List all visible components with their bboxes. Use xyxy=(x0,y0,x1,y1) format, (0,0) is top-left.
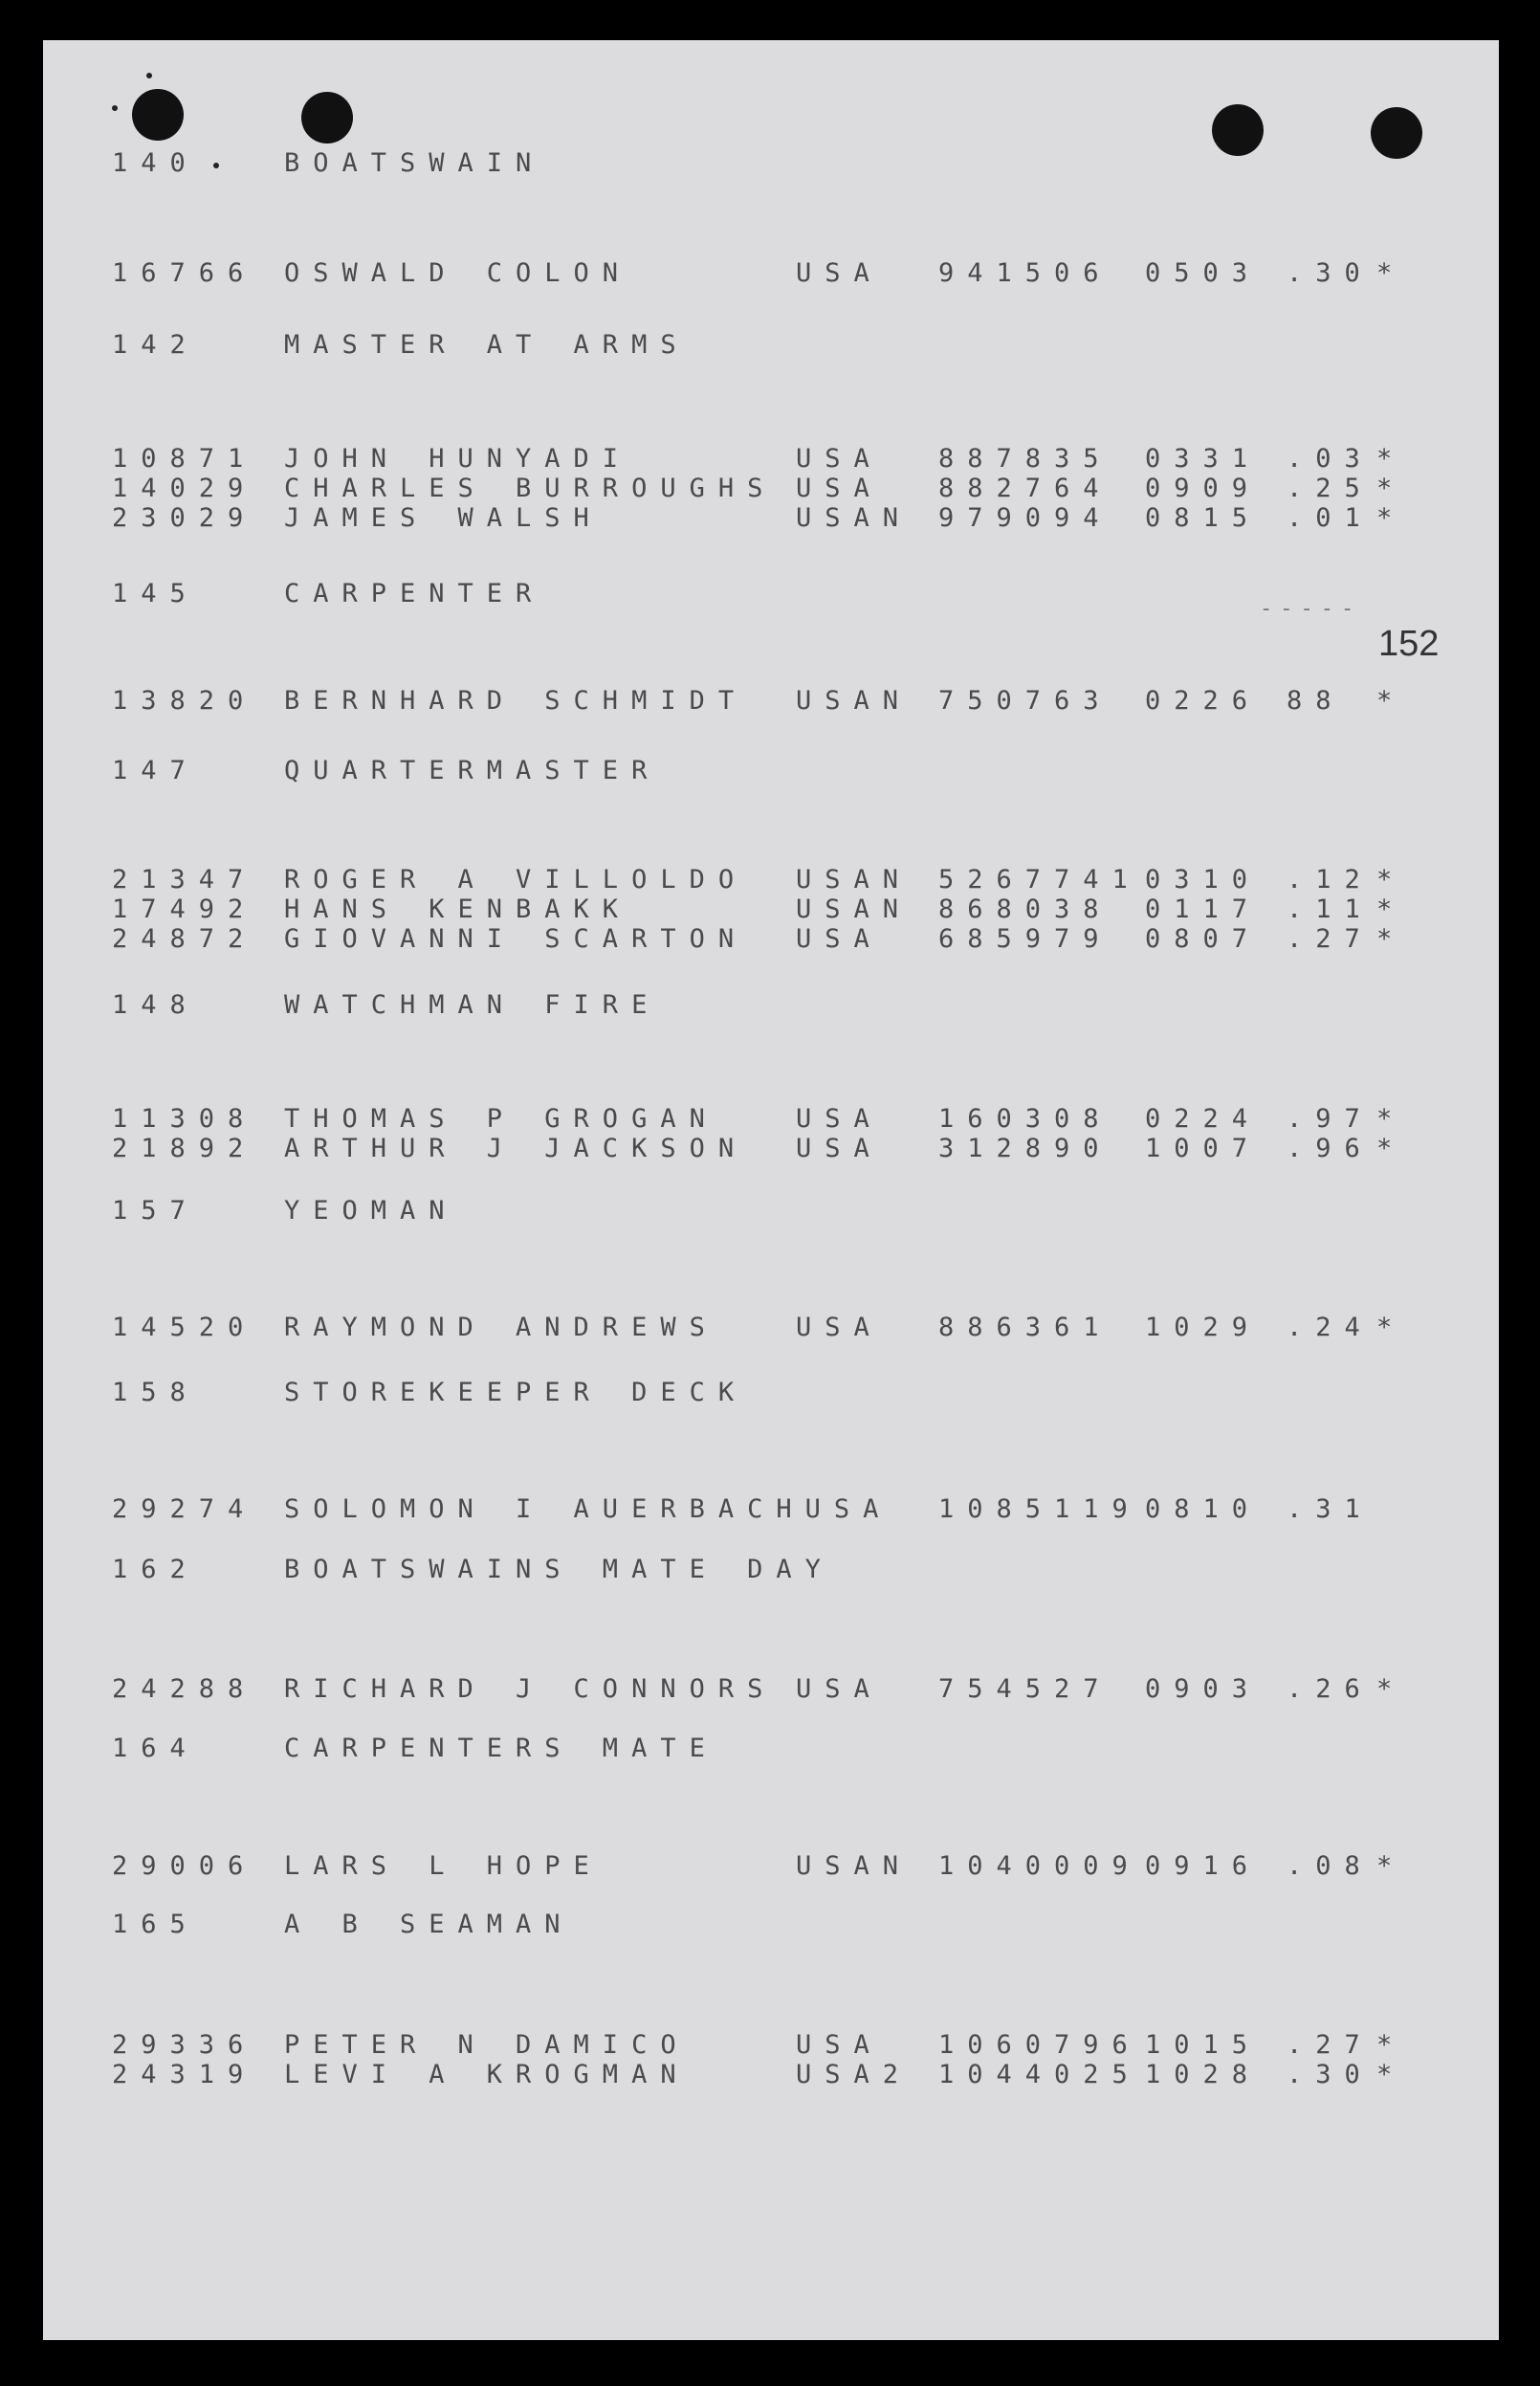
entry-mark: * xyxy=(1376,444,1393,474)
section-code: 157 xyxy=(112,1196,199,1226)
entry-rate: .01 xyxy=(1287,503,1374,533)
entry-name: LARS L HOPE xyxy=(284,1851,603,1881)
entry-number: 941506 xyxy=(938,258,1112,288)
entry-date: 0810 xyxy=(1145,1494,1262,1524)
entry-citizenship: USAN xyxy=(796,503,913,533)
dash-marks: ----- xyxy=(1260,597,1362,621)
section-header xyxy=(43,148,1499,187)
entry-date: 0331 xyxy=(1145,444,1262,474)
entry-rate: .26 xyxy=(1287,1674,1374,1704)
entry-rate: .27 xyxy=(1287,2030,1374,2060)
entry-date: 0815 xyxy=(1145,503,1262,533)
section-code: 142 xyxy=(112,330,199,360)
entry-date: 1015 xyxy=(1145,2030,1262,2060)
entry-number: 979094 xyxy=(938,503,1112,533)
entry-date: 0224 xyxy=(1145,1104,1262,1134)
entry-id: 29336 xyxy=(112,2030,257,2060)
entry-name: JOHN HUNYADI xyxy=(284,444,632,474)
entry-date: 1028 xyxy=(1145,2060,1262,2089)
entry-name: OSWALD COLON xyxy=(284,258,632,288)
entry-name: RICHARD J CONNORS xyxy=(284,1674,777,1704)
entry-citizenship: USAN xyxy=(796,686,913,716)
entry-mark: * xyxy=(1376,924,1393,954)
entry-citizenship: USAN xyxy=(796,895,913,924)
entry-citizenship: USA xyxy=(796,2030,883,2060)
entry-rate: .24 xyxy=(1287,1313,1374,1342)
entry-id: 21892 xyxy=(112,1134,257,1163)
entry-name: LEVI A KROGMAN xyxy=(284,2060,690,2089)
page-number: 152 xyxy=(1378,624,1440,664)
entry-id: 16766 xyxy=(112,258,257,288)
entry-rate: .12 xyxy=(1287,865,1374,895)
roster-entry xyxy=(43,503,1499,541)
entry-number: 312890 xyxy=(938,1134,1112,1163)
entry-rate: .27 xyxy=(1287,924,1374,954)
section-code: 148 xyxy=(112,990,199,1020)
section-title: BOATSWAIN xyxy=(284,148,545,178)
section-header xyxy=(43,1734,1499,1772)
section-code: 164 xyxy=(112,1734,199,1763)
entry-rate: .96 xyxy=(1287,1134,1374,1163)
entry-mark: * xyxy=(1376,474,1393,503)
entry-id: 29006 xyxy=(112,1851,257,1881)
entry-citizenship: USA xyxy=(796,1313,883,1342)
entry-date: 0117 xyxy=(1145,895,1262,924)
entry-rate: .25 xyxy=(1287,474,1374,503)
entry-name: THOMAS P GROGAN xyxy=(284,1104,718,1134)
entry-number: 1040009 xyxy=(938,1851,1141,1881)
entry-mark: * xyxy=(1376,1674,1393,1704)
entry-citizenship: USA xyxy=(796,1674,883,1704)
entry-date: 1007 xyxy=(1145,1134,1262,1163)
entry-id: 24872 xyxy=(112,924,257,954)
section-header xyxy=(43,1910,1499,1948)
entry-number: 160308 xyxy=(938,1104,1112,1134)
entry-name: SOLOMON I AUERBACHUSA xyxy=(284,1494,892,1524)
entry-id: 10871 xyxy=(112,444,257,474)
entry-rate: .11 xyxy=(1287,895,1374,924)
entry-mark: * xyxy=(1376,1313,1393,1342)
entry-citizenship: USA2 xyxy=(796,2060,913,2089)
roster-entry xyxy=(43,1313,1499,1351)
section-title: BOATSWAINS MATE DAY xyxy=(284,1555,834,1584)
entry-mark: * xyxy=(1376,1851,1393,1881)
section-title: CARPENTER xyxy=(284,579,545,608)
entry-number: 1085119 xyxy=(938,1494,1141,1524)
entry-mark: * xyxy=(1376,1104,1393,1134)
entry-citizenship: USAN xyxy=(796,1851,913,1881)
entry-citizenship: USA xyxy=(796,1134,883,1163)
entry-number: 1060796 xyxy=(938,2030,1141,2060)
entry-citizenship: USA xyxy=(796,1104,883,1134)
entry-number: 887835 xyxy=(938,444,1112,474)
roster-entry xyxy=(43,1674,1499,1712)
entry-citizenship: USAN xyxy=(796,865,913,895)
section-title: A B SEAMAN xyxy=(284,1910,574,1939)
section-header xyxy=(43,1196,1499,1234)
section-title: WATCHMAN FIRE xyxy=(284,990,661,1020)
section-title: YEOMAN xyxy=(284,1196,458,1226)
section-header xyxy=(43,1378,1499,1416)
entry-citizenship: USA xyxy=(796,474,883,503)
entry-id: 24288 xyxy=(112,1674,257,1704)
entry-date: 0226 xyxy=(1145,686,1262,716)
punch-hole xyxy=(301,92,353,144)
roster-entry xyxy=(43,1851,1499,1889)
entry-id: 24319 xyxy=(112,2060,257,2089)
entry-date: 0903 xyxy=(1145,1674,1262,1704)
section-header xyxy=(43,756,1499,794)
roster-entry xyxy=(43,1134,1499,1172)
entry-date: 0310 xyxy=(1145,865,1262,895)
entry-number: 685979 xyxy=(938,924,1112,954)
section-code: 162 xyxy=(112,1555,199,1584)
entry-name: JAMES WALSH xyxy=(284,503,603,533)
entry-id: 23029 xyxy=(112,503,257,533)
entry-name: RAYMOND ANDREWS xyxy=(284,1313,718,1342)
entry-mark: * xyxy=(1376,865,1393,895)
ink-speck xyxy=(146,73,152,78)
entry-mark: * xyxy=(1376,1134,1393,1163)
entry-id: 14029 xyxy=(112,474,257,503)
entry-id: 29274 xyxy=(112,1494,257,1524)
roster-entry xyxy=(43,2060,1499,2098)
entry-citizenship: USA xyxy=(796,924,883,954)
entry-name: CHARLES BURROUGHS xyxy=(284,474,777,503)
entry-number: 886361 xyxy=(938,1313,1112,1342)
entry-number: 882764 xyxy=(938,474,1112,503)
entry-id: 14520 xyxy=(112,1313,257,1342)
section-title: QUARTERMASTER xyxy=(284,756,661,785)
section-title: MASTER AT ARMS xyxy=(284,330,690,360)
section-title: STOREKEEPER DECK xyxy=(284,1378,748,1407)
document-page xyxy=(43,40,1499,2340)
ink-speck xyxy=(112,105,118,111)
entry-date: 0909 xyxy=(1145,474,1262,503)
roster-entry xyxy=(43,686,1499,724)
entry-rate: .30 xyxy=(1287,2060,1374,2089)
section-code: 147 xyxy=(112,756,199,785)
entry-name: ARTHUR J JACKSON xyxy=(284,1134,748,1163)
entry-mark: * xyxy=(1376,2060,1393,2089)
entry-number: 1044025 xyxy=(938,2060,1141,2089)
entry-citizenship: USA xyxy=(796,258,883,288)
entry-number: 868038 xyxy=(938,895,1112,924)
section-code: 140 xyxy=(112,148,199,178)
entry-rate: .03 xyxy=(1287,444,1374,474)
entry-date: 0916 xyxy=(1145,1851,1262,1881)
entry-rate: .97 xyxy=(1287,1104,1374,1134)
entry-mark: * xyxy=(1376,258,1393,288)
roster-entry xyxy=(43,924,1499,962)
entry-date: 0503 xyxy=(1145,258,1262,288)
entry-date: 1029 xyxy=(1145,1313,1262,1342)
roster-entry xyxy=(43,258,1499,297)
section-title: CARPENTERS MATE xyxy=(284,1734,718,1763)
entry-id: 17492 xyxy=(112,895,257,924)
entry-number: 5267741 xyxy=(938,865,1141,895)
entry-name: PETER N DAMICO xyxy=(284,2030,690,2060)
entry-name: ROGER A VILLOLDO xyxy=(284,865,748,895)
entry-mark: * xyxy=(1376,895,1393,924)
section-header xyxy=(43,990,1499,1028)
entry-id: 11308 xyxy=(112,1104,257,1134)
section-header xyxy=(43,1555,1499,1593)
entry-name: GIOVANNI SCARTON xyxy=(284,924,748,954)
entry-rate: .08 xyxy=(1287,1851,1374,1881)
section-header xyxy=(43,579,1499,617)
entry-name: BERNHARD SCHMIDT xyxy=(284,686,748,716)
entry-id: 21347 xyxy=(112,865,257,895)
entry-citizenship: USA xyxy=(796,444,883,474)
entry-name: HANS KENBAKK xyxy=(284,895,632,924)
entry-mark: * xyxy=(1376,686,1393,716)
entry-rate: 88 xyxy=(1287,686,1345,716)
entry-mark: * xyxy=(1376,503,1393,533)
entry-number: 750763 xyxy=(938,686,1112,716)
entry-id: 13820 xyxy=(112,686,257,716)
section-header xyxy=(43,330,1499,368)
section-code: 158 xyxy=(112,1378,199,1407)
roster-entry xyxy=(43,1494,1499,1533)
entry-number: 754527 xyxy=(938,1674,1112,1704)
section-code: 165 xyxy=(112,1910,199,1939)
section-code: 145 xyxy=(112,579,199,608)
entry-mark: * xyxy=(1376,2030,1393,2060)
entry-rate: .31 xyxy=(1287,1494,1374,1524)
punch-hole xyxy=(132,89,184,141)
entry-date: 0807 xyxy=(1145,924,1262,954)
entry-rate: .30 xyxy=(1287,258,1374,288)
